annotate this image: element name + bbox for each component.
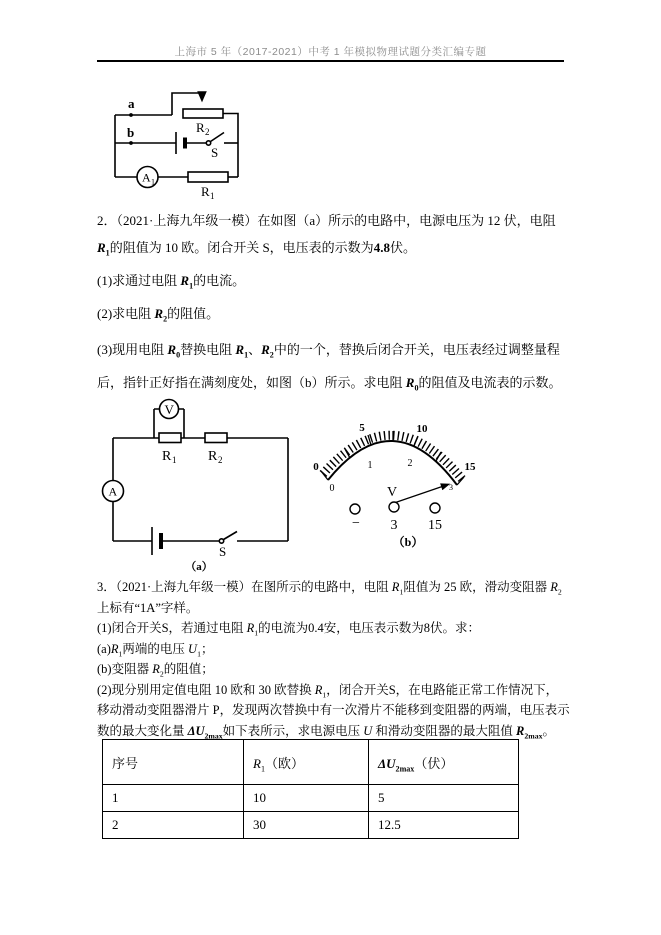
terminal-3v: [389, 502, 399, 512]
voltmeter-label: V: [164, 402, 174, 417]
needle: [394, 485, 448, 504]
resistor-r2: [205, 433, 227, 443]
terminal-15v-label: 15: [428, 518, 442, 533]
inner-scale-1: 1: [367, 460, 373, 471]
table-row: [103, 812, 519, 839]
resistor-r2-subscript: 2: [218, 455, 223, 465]
terminal-common-label: −: [352, 516, 360, 531]
ammeter-a1-label: A: [142, 170, 151, 185]
circuit-diagram-fig-a: [100, 393, 300, 578]
figure-a-caption: （a）: [185, 561, 213, 573]
measurement-table: [102, 739, 519, 839]
question-3-intro: 3．（2021·上海九年级一模）在图所示的电路中，电阻 $R_1$阻值为 25 欧，滑动变阻器 $R_2$上标有“1A”字样。: [97, 580, 562, 615]
dial-arc: [328, 441, 457, 485]
ammeter-a1-subscript: 1: [151, 177, 155, 187]
inner-scale-0: 0: [329, 483, 335, 494]
table-row: [103, 785, 519, 812]
cell-r1: 30: [244, 812, 369, 839]
question-3-part1b: (b)变阻器 $R_2$的阻值；: [97, 662, 214, 679]
ammeter-label: A: [108, 484, 118, 499]
switch-label: S: [211, 145, 219, 160]
resistor-r1: [159, 433, 181, 443]
cell-delta-u: 12.5: [369, 812, 519, 839]
switch-blade: [211, 133, 225, 142]
outer-scale-0: 0: [313, 461, 319, 473]
outer-scale-5: 5: [359, 422, 365, 434]
header-rule: [97, 60, 564, 62]
question-2-part2: (2)求电阻 $R_2$的阻值。: [97, 306, 220, 324]
node-a-dot: [129, 113, 133, 117]
figure-b-caption: （b）: [392, 535, 424, 549]
node-a-label: a: [128, 96, 135, 111]
page-header: 上海市 5 年（2017-2021）中考 1 年模拟物理试题分类汇编专题: [174, 46, 487, 58]
question-2-part1: (1)求通过电阻 $R_1$的电流。: [97, 273, 246, 291]
cell-delta-u: 5: [369, 785, 519, 812]
resistor-r1-label: R: [162, 449, 172, 464]
question-2-intro: 2．（2021·上海九年级一模）在如图（a）所示的电路中，电源电压为 12 伏，电阻 $R_1$的阻值为 10 欧。闭合开关 S，电压表的示数为4.8伏。: [97, 213, 556, 258]
wire-right: [223, 114, 238, 178]
question-3-part2: (2)现分别用定值电阻 10 欧和 30 欧替换 $R_1$，闭合开关S，在电路能正常工作情况下，移动滑动变阻器滑片 P，发现两次替换中有一次滑片不能移到变阻器的两端，电压表示数的最大变化量 $\Delta U_{2max}$如下表所示，求电源电压 U 和滑动变阻器的最大阻值 $R_{2max}$。: [97, 682, 570, 740]
terminal-3v-label: 3: [390, 518, 398, 533]
unit-label: V: [386, 485, 398, 500]
inner-scale-2: 2: [407, 458, 413, 469]
switch-blade: [224, 532, 238, 540]
node-b-label: b: [127, 125, 135, 140]
table-header-row: [103, 740, 519, 785]
question-2: [97, 207, 570, 405]
cell-index: 2: [103, 812, 244, 839]
question-3-part1a: $(a)R_1$两端的电压 $U_1$；: [97, 641, 214, 658]
outer-scale-10: 10: [416, 423, 428, 435]
question-3-part1: (1)闭合开关S，若通过电阻 $R_1$的电流为0.4安，电压表示数为8伏。求：: [97, 621, 481, 638]
inner-scale-3: 3: [449, 483, 453, 492]
resistor-r1-subscript: 1: [172, 455, 177, 465]
question-2-part3: (3)现用电阻 $R_0$替换电阻 $R_1$、$R_2$中的一个，替换后闭合开关，电压表经过调整量程后，指针正好指在满刻度处，如图（b）所示。求电阻 $R_0$的阻值及电流表的示数。: [97, 342, 562, 393]
wire-right: [237, 438, 288, 541]
question-3: [97, 577, 570, 741]
resistor-r1-subscript: 1: [210, 191, 215, 201]
voltmeter-dial-fig-b: [310, 408, 485, 550]
terminal-15v: [430, 503, 440, 513]
cell-index: 1: [103, 785, 244, 812]
rheostat-r2: [183, 109, 223, 118]
circuit-diagram-q1: [105, 85, 255, 205]
table-header-r1: $R_1$（欧）: [244, 740, 369, 785]
table-header-index: 序号: [103, 740, 244, 785]
switch-label: S: [219, 544, 227, 559]
resistor-r2-subscript: 2: [205, 127, 210, 137]
outer-scale-15: 15: [464, 461, 476, 473]
resistor-r2-label: R: [196, 120, 205, 135]
terminal-common: [350, 504, 360, 514]
switch-pivot: [219, 539, 223, 543]
cell-r1: 10: [244, 785, 369, 812]
resistor-r2-label: R: [208, 449, 218, 464]
table-header-delta-u: $\Delta U_{2max}$（伏）: [369, 740, 519, 785]
resistor-r1: [188, 172, 228, 182]
resistor-r1-label: R: [201, 184, 210, 199]
